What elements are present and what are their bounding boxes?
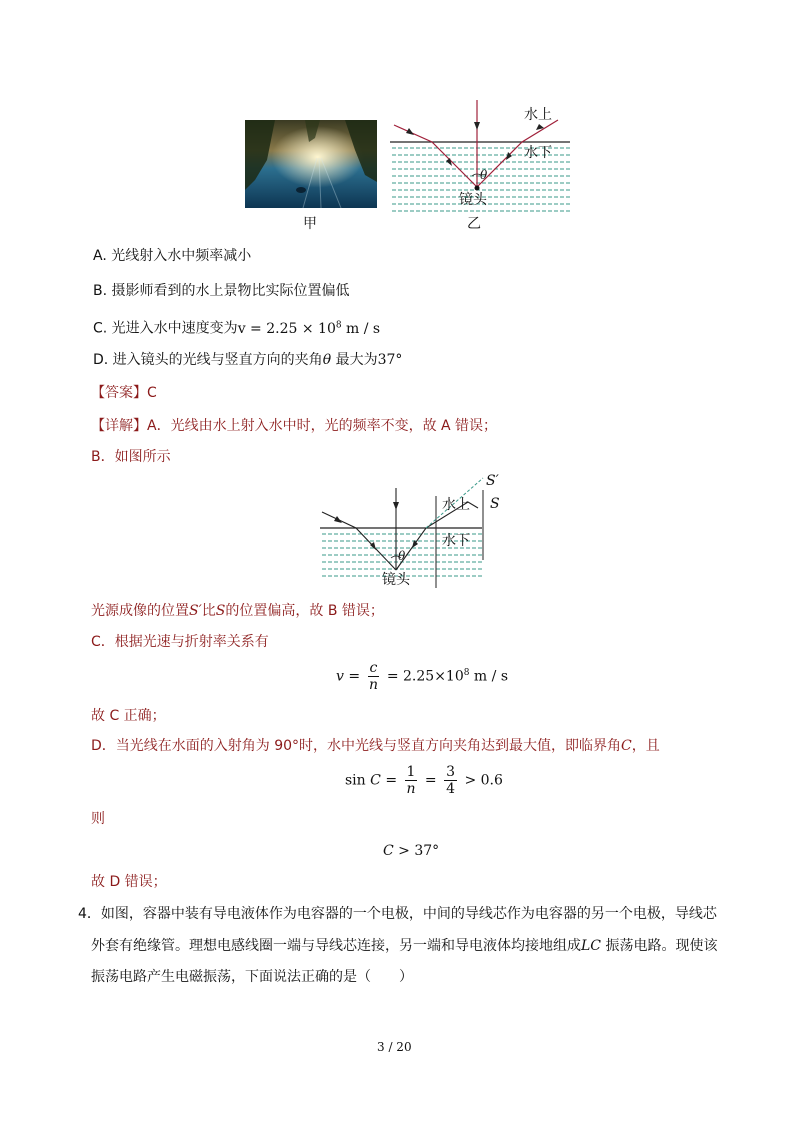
eq-frac1-numerator: 1 bbox=[406, 764, 416, 780]
label-below-water: 水下 bbox=[524, 145, 552, 161]
option-d-theta: θ bbox=[322, 352, 332, 368]
b-result-part1: 光源成像的位置 bbox=[91, 603, 189, 619]
option-c-exponent: 8 bbox=[335, 320, 342, 330]
eq-frac2-numerator: 3 bbox=[446, 764, 455, 780]
page-number: 3 / 20 bbox=[377, 1040, 412, 1054]
figure-label-jia: 甲 bbox=[303, 216, 317, 232]
question-4-line3: 振荡电路产生电磁振荡，下面说法正确的是（ ） bbox=[91, 969, 413, 985]
eq-frac1-denominator: n bbox=[406, 781, 416, 797]
explanation-d-head bbox=[91, 737, 660, 755]
fig2-label-s: S bbox=[490, 496, 500, 512]
option-d bbox=[93, 351, 402, 369]
explanation-label: 【详解】 bbox=[91, 418, 147, 434]
fig2-label-lens: 镜头 bbox=[382, 572, 410, 588]
eq-sin: sin bbox=[345, 772, 366, 789]
equation-speed bbox=[336, 660, 508, 693]
option-c-text: C. 光进入水中速度变为 bbox=[93, 320, 238, 337]
explanation-b-head: B．如图所示 bbox=[91, 449, 171, 465]
option-a: A. 光线射入水中频率减小 bbox=[93, 248, 252, 264]
eq-sin-c: C bbox=[370, 772, 381, 789]
option-d-value: 37° bbox=[377, 352, 403, 368]
question-4-lc: LC bbox=[581, 938, 602, 954]
b-result-s-prime: S′ bbox=[189, 603, 202, 619]
option-c-unit: m / s bbox=[341, 320, 381, 337]
explanation-c-head: C．根据光速与折射率关系有 bbox=[91, 634, 269, 650]
question-4-text1: 如图，容器中装有导电液体作为电容器的一个电极，中间的导线芯作为电容器的另一个电极，导线芯 bbox=[100, 906, 717, 922]
eq-speed-v: v = bbox=[336, 668, 361, 685]
question-4-line1 bbox=[78, 905, 717, 923]
question-4-number: 4． bbox=[78, 906, 101, 922]
inequality-c bbox=[383, 842, 439, 860]
eq-fraction-3-4 bbox=[444, 764, 457, 797]
eq-speed-exponent: 8 bbox=[463, 667, 470, 678]
question-4-text2b: 振荡电路。现使该 bbox=[601, 938, 718, 954]
figure-label-yi: 乙 bbox=[467, 216, 481, 232]
theta-symbol: θ bbox=[480, 168, 488, 182]
option-d-mid: 最大为 bbox=[331, 352, 378, 368]
ineq-c: C bbox=[383, 843, 394, 859]
equation-critical-angle bbox=[345, 764, 503, 797]
fig2-theta-symbol: θ bbox=[398, 549, 406, 563]
d-head-c: C bbox=[621, 738, 632, 754]
question-4-text2a: 外套有绝缘管。理想电感线圈一端与导线芯连接，另一端和导电液体均接地组成 bbox=[91, 938, 581, 954]
eq-fraction-1-n bbox=[405, 764, 418, 797]
d-head-part2: ，且 bbox=[631, 738, 660, 754]
ineq-rest: > 37° bbox=[393, 843, 440, 859]
eq-speed-unit: m / s bbox=[469, 668, 509, 685]
underwater-photo bbox=[245, 120, 377, 208]
eq-frac2-denominator: 4 bbox=[446, 781, 455, 797]
option-d-text: D. 进入镜头的光线与竖直方向的夹角 bbox=[93, 352, 323, 368]
d-head-part1: D．当光线在水面的入射角为 90°时，水中光线与竖直方向夹角达到最大值，即临界角 bbox=[91, 738, 622, 754]
eq-speed-denominator: n bbox=[368, 677, 378, 693]
answer-line: 【答案】C bbox=[91, 385, 157, 401]
eq-speed-fraction bbox=[368, 660, 380, 693]
eq-speed-numerator: c bbox=[369, 660, 378, 676]
eq-equals-2: = bbox=[424, 772, 437, 789]
option-c-formula-base: v = 2.25 × 10 bbox=[237, 320, 336, 337]
eq-equals-1: = bbox=[385, 772, 398, 789]
b-result-part2: 比 bbox=[201, 603, 216, 619]
question-4-line2 bbox=[91, 937, 717, 955]
explanation-b-result bbox=[91, 602, 384, 620]
option-b: B. 摄影师看到的水上景物比实际位置偏低 bbox=[93, 283, 350, 299]
fig2-label-above-water: 水上 bbox=[442, 497, 470, 513]
fig2-label-below-water: 水下 bbox=[442, 533, 470, 549]
explanation-d-then: 则 bbox=[91, 811, 105, 827]
fig2-label-s-prime: S′ bbox=[486, 473, 499, 489]
b-result-part3: 的位置偏高，故 B 错误； bbox=[225, 603, 384, 619]
option-c bbox=[93, 316, 380, 338]
eq-speed-rhs: = 2.25×10 bbox=[386, 668, 464, 685]
explanation-a bbox=[91, 417, 497, 435]
explanation-a-text: A．光线由水上射入水中时，光的频率不变，故 A 错误； bbox=[147, 418, 498, 434]
option-c-formula bbox=[238, 321, 380, 337]
eq-tail: > 0.6 bbox=[464, 772, 503, 789]
refraction-diagram-2 bbox=[318, 470, 508, 588]
label-above-water: 水上 bbox=[524, 107, 552, 123]
label-lens: 镜头 bbox=[459, 192, 487, 208]
explanation-c-result: 故 C 正确； bbox=[91, 708, 166, 724]
b-result-s: S bbox=[215, 603, 226, 619]
explanation-d-result: 故 D 错误； bbox=[91, 874, 167, 890]
